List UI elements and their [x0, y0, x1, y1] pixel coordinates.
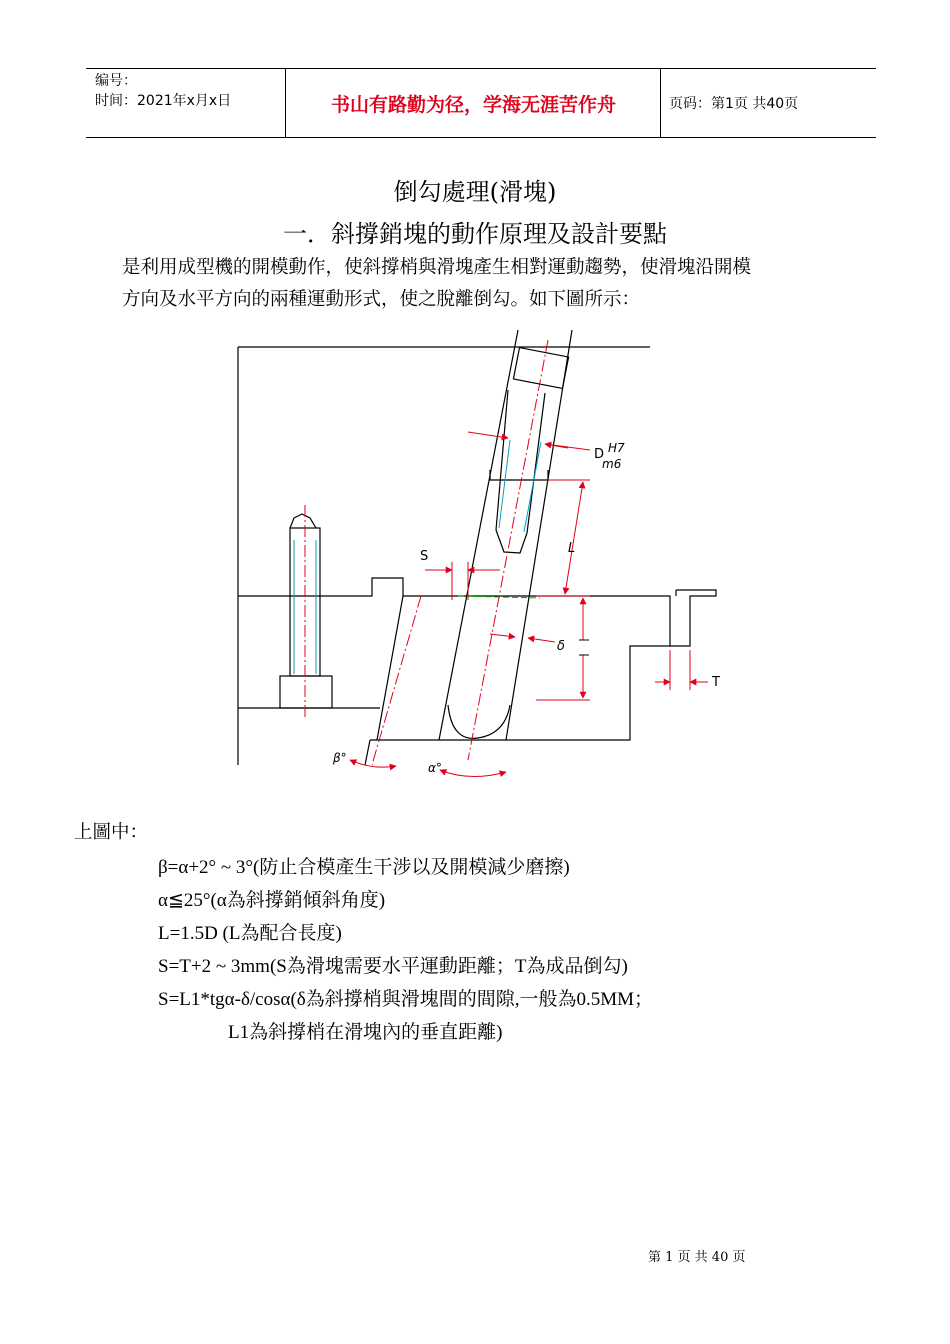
formula-beta: β=α+2° ~ 3°(防止合模產生干涉以及開模減少磨擦) — [158, 857, 570, 878]
page-footer: 第 1 页 共 40 页 — [648, 1250, 746, 1265]
label-h7: H7 — [608, 441, 625, 455]
page-header — [86, 68, 876, 138]
section-title: 一．斜撐銷塊的動作原理及設計要點 — [283, 220, 667, 248]
formula-alpha: α≦25°(α為斜撐銷傾斜角度) — [158, 890, 386, 911]
ejector-bolt — [280, 514, 332, 708]
header-page-code: 页码：第1页 共40页 — [669, 96, 799, 112]
header-meta — [86, 69, 286, 137]
formula-s2: S=L1*tgα-δ/cosα(δ為斜撐梢與滑塊間的間隙,一般為0.5MM； — [158, 989, 654, 1010]
inclined-pin — [439, 330, 572, 740]
number-label: 编号： — [95, 73, 137, 89]
formula-l: L=1.5D (L為配合長度) — [158, 923, 342, 944]
label-t: T — [712, 675, 720, 690]
mould-outline — [238, 347, 716, 765]
document-title: 倒勾處理(滑塊) — [393, 178, 557, 206]
label-d: D — [594, 447, 605, 462]
label-m6: m6 — [602, 457, 622, 471]
intro-line-2: 方向及水平方向的兩種運動形式，使之脫離倒勾。如下圖所示： — [122, 289, 641, 310]
label-delta: δ — [557, 639, 565, 654]
formula-s1: S=T+2 ~ 3mm(S為滑塊需要水平運動距離；T為成品倒勾) — [158, 956, 628, 977]
label-s: S — [420, 549, 429, 564]
label-l: L — [568, 541, 576, 556]
header-motto: 书山有路勤为径，学海无涯苦作舟 — [287, 69, 661, 137]
formula-s2-continued: L1為斜撐梢在滑塊內的垂直距離) — [228, 1022, 503, 1043]
label-alpha: α° — [428, 761, 442, 775]
figure-caption: 上圖中： — [74, 822, 149, 843]
label-beta: β° — [333, 751, 347, 765]
intro-line-1: 是利用成型機的開模動作，使斜撐梢與滑塊產生相對運動趨勢，使滑塊沿開模 — [122, 257, 752, 278]
dimension-lines — [350, 432, 708, 777]
time-label: 时间：2021年x月x日 — [95, 93, 232, 109]
slider-mechanism-diagram — [0, 330, 950, 800]
